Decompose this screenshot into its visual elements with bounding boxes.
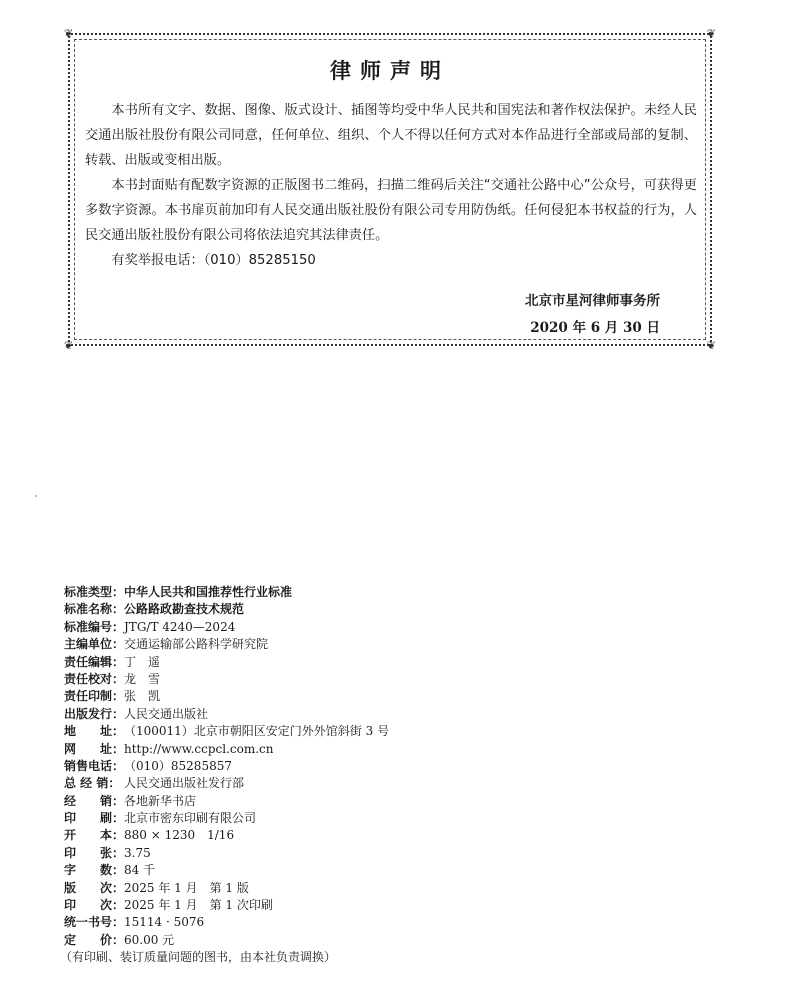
- notice-date: 2020 年 6 月 30 日: [530, 320, 660, 336]
- colophon-note: （有印刷、装订质量问题的图书，由本社负责调换）: [60, 950, 337, 965]
- scan-speck: [35, 495, 37, 497]
- notice-title: 律师声明: [330, 59, 450, 83]
- colophon-value: （100011）北京市朝阳区安定门外外馆斜街 3 号: [124, 724, 390, 739]
- colophon-label: 责任编辑：: [64, 654, 125, 669]
- colophon-label: 定 价：: [64, 932, 125, 947]
- colophon-value: 龙 雪: [124, 671, 161, 686]
- colophon-row: [64, 706, 389, 723]
- colophon-row: [64, 619, 389, 636]
- colophon-label: 统一书号：: [64, 915, 125, 930]
- colophon-row: [64, 584, 389, 601]
- colophon-value: 公路路政勘查技术规范: [124, 602, 245, 617]
- colophon-row: [64, 723, 389, 740]
- notice-paragraph-hotline: 有奖举报电话：（010）85285150: [111, 253, 316, 268]
- notice-body: [85, 98, 697, 273]
- colophon-value: 3.75: [124, 845, 151, 860]
- colophon-value: 60.00 元: [124, 932, 175, 947]
- colophon-value: 84 千: [124, 863, 156, 878]
- colophon-row: [64, 932, 389, 949]
- colophon-row: [64, 897, 389, 914]
- colophon-value: JTG/T 4240—2024: [124, 619, 236, 634]
- legal-notice-box: [64, 27, 716, 352]
- colophon-row: [64, 880, 389, 897]
- colophon-row: [64, 741, 389, 758]
- colophon-value: 人民交通出版社: [124, 706, 209, 721]
- colophon-value: 丁 遥: [124, 654, 161, 669]
- colophon-label: 地 址：: [64, 724, 125, 739]
- colophon-label: 网 址：: [64, 741, 125, 756]
- notice-paragraph-copyright: 本书所有文字、数据、图像、版式设计、插图等均受中华人民共和国宪法和著作权法保护。未经人民交通出版社股份有限公司同意，任何单位、组织、个人不得以任何方式对本作品进行全部或局部的复制、转载、出版或变相出版。: [85, 103, 697, 168]
- colophon-row: [64, 636, 389, 653]
- ornament-corner-icon: ❦: [706, 27, 716, 40]
- colophon-label: 主编单位：: [64, 637, 125, 652]
- colophon-label: 印 张：: [64, 845, 125, 860]
- colophon-value: 2025 年 1 月 第 1 次印刷: [124, 898, 273, 913]
- colophon-value: 中华人民共和国推荐性行业标准: [124, 585, 293, 599]
- colophon-value: （010）85285857: [124, 758, 232, 773]
- colophon-value: 各地新华书店: [124, 793, 197, 808]
- colophon-label: 开 本：: [64, 828, 125, 843]
- colophon-label: 经 销：: [64, 793, 125, 808]
- colophon-row: [64, 827, 389, 844]
- colophon-row: [64, 671, 389, 688]
- colophon-value: 北京市密东印刷有限公司: [124, 811, 257, 826]
- colophon-row: [64, 654, 389, 671]
- colophon-label: 标准类型：: [64, 585, 125, 599]
- colophon-label: 责任校对：: [64, 671, 125, 686]
- colophon-row: [64, 601, 389, 618]
- law-firm-name: 北京市星河律师事务所: [525, 293, 660, 309]
- colophon-value: http://www.ccpcl.com.cn: [124, 741, 274, 756]
- colophon-row: [64, 810, 389, 827]
- ornament-corner-icon: ❦: [706, 339, 716, 352]
- colophon-row: [64, 862, 389, 879]
- colophon-label: 责任印制：: [64, 689, 125, 704]
- colophon-label: 出版发行：: [64, 706, 125, 721]
- colophon-row: [64, 688, 389, 705]
- colophon-value: 交通运输部公路科学研究院: [124, 637, 269, 652]
- colophon-row: [64, 845, 389, 862]
- colophon-label: 标准编号：: [64, 619, 125, 634]
- colophon-value: 2025 年 1 月 第 1 版: [124, 880, 249, 895]
- colophon-row: [64, 775, 389, 792]
- colophon-label: 标准名称：: [64, 602, 125, 617]
- colophon-label: 印 次：: [64, 898, 125, 913]
- colophon-row: [64, 758, 389, 775]
- colophon: [60, 584, 390, 967]
- colophon-label: 销售电话：: [64, 758, 125, 773]
- ornament-corner-icon: ❦: [64, 27, 74, 40]
- colophon-label: 印 刷：: [64, 811, 125, 826]
- colophon-row: [64, 793, 389, 810]
- ornament-corner-icon: ❦: [64, 339, 74, 352]
- notice-paragraph-anticounterfeit: 本书封面贴有配数字资源的正版图书二维码，扫描二维码后关注“交通社公路中心”公众号，可获得更多数字资源。本书扉页前加印有人民交通出版社股份有限公司专用防伪纸。任何侵犯本书权益的行为，人民交通出版社股份有限公司将依法追究其法律责任。: [85, 178, 697, 243]
- colophon-label: 版 次：: [64, 880, 125, 895]
- colophon-value: 15114 · 5076: [124, 915, 205, 930]
- colophon-value: 880 × 1230 1/16: [124, 828, 235, 843]
- colophon-label: 总 经 销：: [64, 776, 121, 791]
- colophon-label: 字 数：: [64, 863, 125, 878]
- colophon-value: 人民交通出版社发行部: [124, 776, 245, 791]
- colophon-row: [64, 914, 389, 931]
- colophon-value: 张 凯: [124, 689, 161, 704]
